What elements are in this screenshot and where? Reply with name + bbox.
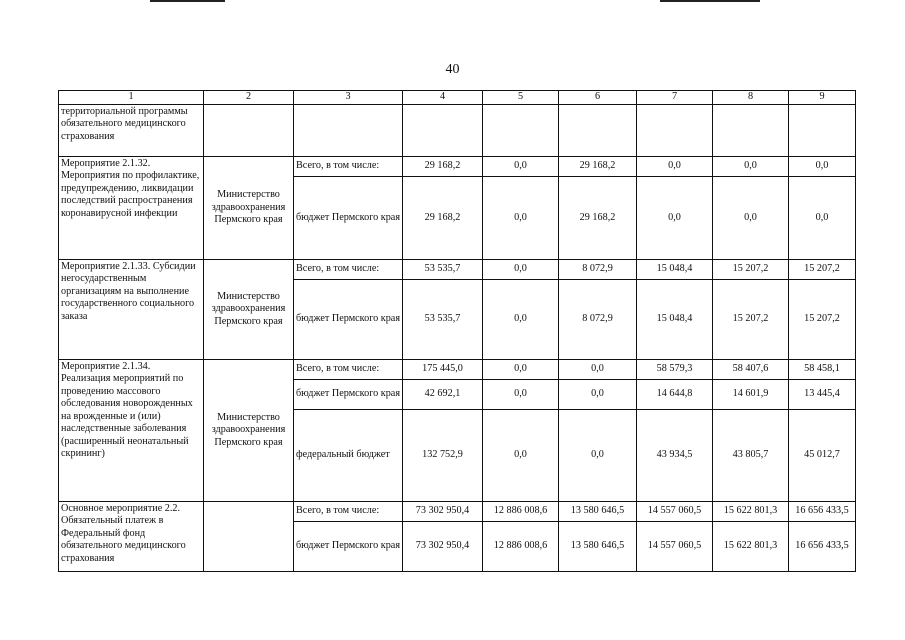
funding-type: Всего, в том числе: [294, 360, 403, 380]
value-cell: 0,0 [559, 380, 637, 410]
value-cell: 175 445,0 [403, 360, 483, 380]
column-header: 2 [204, 91, 294, 105]
value-cell: 58 458,1 [789, 360, 856, 380]
executor-cell: Министерство здравоохранения Пермского края [204, 360, 294, 502]
measure-description: Мероприятие 2.1.33. Субсидии негосударственным организациям на выполнение государственного социального заказа [59, 260, 204, 360]
funding-type: Всего, в том числе: [294, 157, 403, 177]
value-cell: 0,0 [789, 177, 856, 260]
value-cell [637, 105, 713, 157]
value-cell: 13 445,4 [789, 380, 856, 410]
funding-type: федеральный бюджет [294, 410, 403, 502]
table-row [59, 502, 856, 522]
value-cell: 0,0 [637, 157, 713, 177]
scan-edge-left [150, 0, 225, 2]
value-cell: 0,0 [483, 260, 559, 280]
value-cell: 14 557 060,5 [637, 522, 713, 572]
funding-type: Всего, в том числе: [294, 260, 403, 280]
value-cell: 0,0 [559, 360, 637, 380]
value-cell: 15 207,2 [713, 260, 789, 280]
value-cell: 0,0 [559, 410, 637, 502]
column-header: 6 [559, 91, 637, 105]
value-cell: 14 557 060,5 [637, 502, 713, 522]
funding-type: бюджет Пермского края [294, 380, 403, 410]
value-cell: 15 622 801,3 [713, 502, 789, 522]
funding-type [294, 105, 403, 157]
funding-type: бюджет Пермского края [294, 522, 403, 572]
value-cell [403, 105, 483, 157]
value-cell: 12 886 008,6 [483, 502, 559, 522]
value-cell: 42 692,1 [403, 380, 483, 410]
value-cell: 15 207,2 [789, 280, 856, 360]
value-cell: 15 207,2 [713, 280, 789, 360]
budget-table [58, 90, 856, 572]
measure-description: Основное мероприятие 2.2. Обязательный платеж в Федеральный фонд обязательного медицинского страхования [59, 502, 204, 572]
value-cell: 15 048,4 [637, 280, 713, 360]
value-cell [559, 105, 637, 157]
value-cell: 15 207,2 [789, 260, 856, 280]
measure-description: Мероприятие 2.1.34. Реализация мероприятий по проведению массового обследования новорожденных на врожденные и (или) наследственные заболевания (расширенный неонатальный скрининг) [59, 360, 204, 502]
value-cell: 29 168,2 [559, 157, 637, 177]
value-cell: 45 012,7 [789, 410, 856, 502]
value-cell: 0,0 [483, 380, 559, 410]
funding-type: бюджет Пермского края [294, 177, 403, 260]
value-cell: 29 168,2 [559, 177, 637, 260]
value-cell: 53 535,7 [403, 280, 483, 360]
value-cell: 0,0 [789, 157, 856, 177]
value-cell: 43 934,5 [637, 410, 713, 502]
column-number-row [59, 91, 856, 105]
funding-type: бюджет Пермского края [294, 280, 403, 360]
value-cell: 16 656 433,5 [789, 522, 856, 572]
value-cell: 15 048,4 [637, 260, 713, 280]
measure-description: территориальной программы обязательного медицинского страхования [59, 105, 204, 157]
value-cell: 0,0 [637, 177, 713, 260]
value-cell: 43 805,7 [713, 410, 789, 502]
value-cell: 14 644,8 [637, 380, 713, 410]
value-cell: 58 407,6 [713, 360, 789, 380]
value-cell: 0,0 [713, 157, 789, 177]
funding-type: Всего, в том числе: [294, 502, 403, 522]
value-cell: 29 168,2 [403, 177, 483, 260]
value-cell: 14 601,9 [713, 380, 789, 410]
executor-cell [204, 502, 294, 572]
value-cell: 0,0 [713, 177, 789, 260]
executor-cell: Министерство здравоохранения Пермского края [204, 157, 294, 260]
column-header: 9 [789, 91, 856, 105]
value-cell: 132 752,9 [403, 410, 483, 502]
value-cell [789, 105, 856, 157]
value-cell: 8 072,9 [559, 260, 637, 280]
table-row [59, 260, 856, 280]
executor-cell [204, 105, 294, 157]
column-header: 7 [637, 91, 713, 105]
value-cell: 0,0 [483, 177, 559, 260]
value-cell: 0,0 [483, 157, 559, 177]
value-cell [713, 105, 789, 157]
measure-description: Мероприятие 2.1.32. Мероприятия по профилактике, предупреждению, ликвидации последствий распространения коронавирусной инфекции [59, 157, 204, 260]
column-header: 5 [483, 91, 559, 105]
value-cell: 0,0 [483, 410, 559, 502]
value-cell: 16 656 433,5 [789, 502, 856, 522]
value-cell: 0,0 [483, 360, 559, 380]
value-cell [483, 105, 559, 157]
value-cell: 73 302 950,4 [403, 502, 483, 522]
scan-edge-right [660, 0, 760, 2]
value-cell: 13 580 646,5 [559, 522, 637, 572]
value-cell: 8 072,9 [559, 280, 637, 360]
table-row [59, 105, 856, 157]
column-header: 1 [59, 91, 204, 105]
value-cell: 58 579,3 [637, 360, 713, 380]
executor-cell: Министерство здравоохранения Пермского края [204, 260, 294, 360]
value-cell: 15 622 801,3 [713, 522, 789, 572]
column-header: 4 [403, 91, 483, 105]
table-row [59, 157, 856, 177]
value-cell: 29 168,2 [403, 157, 483, 177]
table-row [59, 360, 856, 380]
value-cell: 73 302 950,4 [403, 522, 483, 572]
page-number: 40 [445, 62, 460, 77]
value-cell: 53 535,7 [403, 260, 483, 280]
value-cell: 12 886 008,6 [483, 522, 559, 572]
value-cell: 0,0 [483, 280, 559, 360]
value-cell: 13 580 646,5 [559, 502, 637, 522]
column-header: 3 [294, 91, 403, 105]
column-header: 8 [713, 91, 789, 105]
